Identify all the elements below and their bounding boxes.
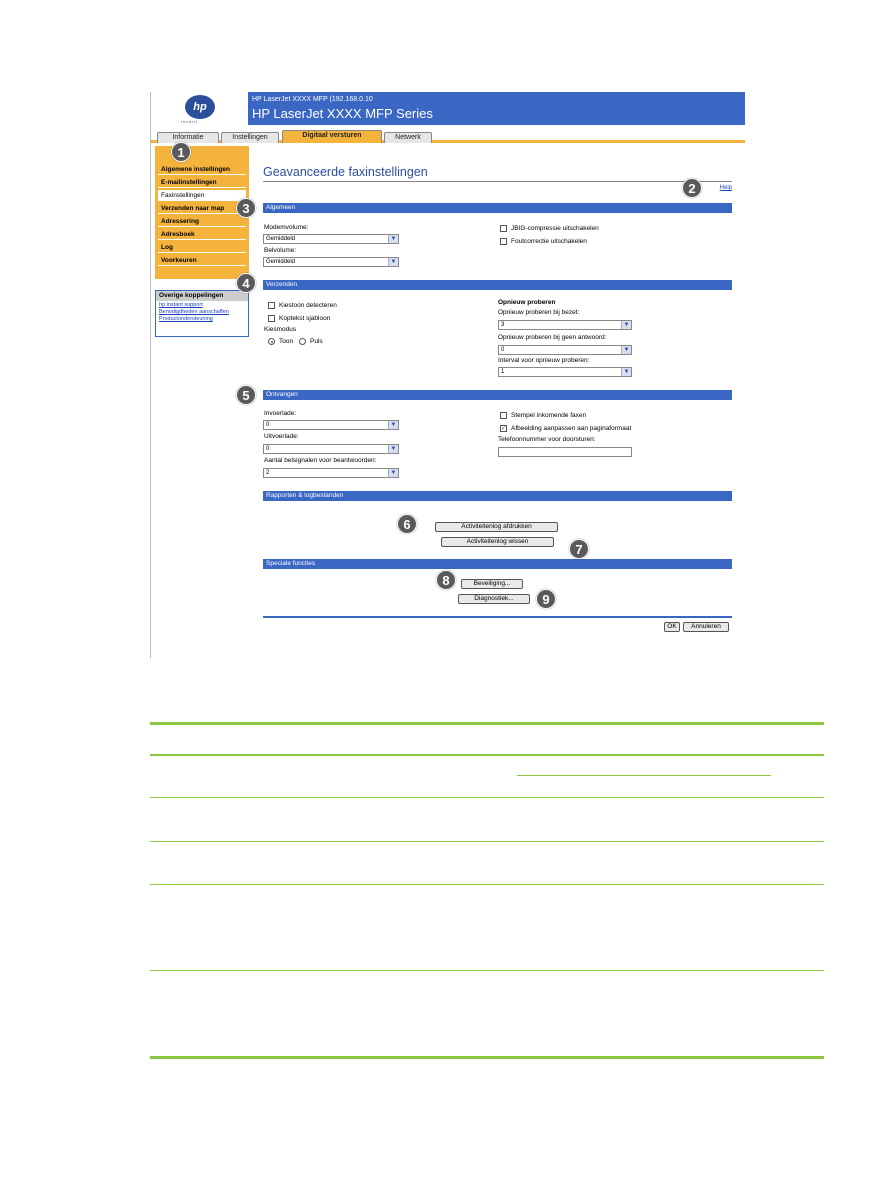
product-title: HP LaserJet XXXX MFP Series bbox=[252, 106, 433, 121]
section-rapporten: Rapporten & logbestanden bbox=[263, 491, 732, 501]
activiteitenlog-afdrukken-button[interactable]: Activiteitenlog afdrukken bbox=[435, 522, 558, 532]
callout-7: 7 bbox=[569, 539, 589, 559]
belsignalen-select[interactable] bbox=[263, 468, 399, 478]
sidebar-item-faxinstellingen[interactable]: Faxinstellingen bbox=[158, 190, 246, 201]
callout-6: 6 bbox=[397, 514, 417, 534]
toon-label: Toon bbox=[279, 338, 294, 345]
toon-radio[interactable] bbox=[268, 338, 275, 345]
tab-digitaal-versturen[interactable]: Digitaal versturen bbox=[282, 130, 382, 143]
table-row-rule bbox=[150, 797, 824, 798]
beveiliging-button[interactable]: Beveiliging... bbox=[461, 579, 523, 589]
kiesmodus-label: Kiesmodus bbox=[264, 326, 297, 333]
header bbox=[151, 92, 745, 125]
bel-volume-value: Gemiddeld bbox=[266, 259, 296, 265]
tab-informatie[interactable]: Informatie bbox=[157, 132, 219, 143]
stempel-checkbox[interactable] bbox=[500, 412, 507, 419]
puls-radio[interactable] bbox=[299, 338, 306, 345]
bel-volume-select[interactable] bbox=[263, 257, 399, 267]
sidebar-item-verzenden-naar-map[interactable]: Verzenden naar map bbox=[158, 203, 246, 214]
afbeelding-checkbox[interactable]: ✓ bbox=[501, 426, 507, 432]
table-header-rule bbox=[150, 754, 824, 756]
opnieuw-title: Opnieuw proberen bbox=[498, 299, 556, 306]
koptekst-checkbox[interactable] bbox=[268, 315, 275, 322]
chevron-down-icon: ▼ bbox=[388, 445, 398, 453]
chevron-down-icon: ▼ bbox=[621, 346, 631, 354]
screenshot-frame bbox=[150, 92, 744, 658]
help-link[interactable]: Help bbox=[719, 185, 732, 191]
callout-9: 9 bbox=[536, 589, 556, 609]
modem-volume-label: Modemvolume: bbox=[264, 224, 309, 231]
interval-select[interactable] bbox=[498, 367, 632, 377]
geen-antwoord-label: Opnieuw proberen bij geen antwoord: bbox=[498, 334, 607, 341]
tab-bar bbox=[151, 130, 745, 143]
callout-5: 5 bbox=[236, 385, 256, 405]
koptekst-label: Koptekst sjabloon bbox=[279, 315, 331, 322]
bezet-label: Opnieuw proberen bij bezet: bbox=[498, 309, 580, 316]
logo-area bbox=[151, 92, 248, 125]
chevron-down-icon: ▼ bbox=[621, 368, 631, 376]
title-divider bbox=[263, 181, 732, 182]
jbig-checkbox[interactable] bbox=[500, 225, 507, 232]
chevron-down-icon: ▼ bbox=[621, 321, 631, 329]
other-links-header: Overige koppelingen bbox=[156, 291, 248, 301]
sidebar-item-algemene-instellingen[interactable]: Algemene instellingen bbox=[158, 164, 246, 175]
annuleren-button[interactable]: Annuleren bbox=[683, 622, 729, 632]
sidebar-item-adressering[interactable]: Adressering bbox=[158, 216, 246, 227]
kiestoon-label: Kiestoon detecteren bbox=[279, 302, 337, 309]
chevron-down-icon: ▼ bbox=[388, 421, 398, 429]
link-productondersteuning[interactable]: Productondersteuning bbox=[159, 316, 213, 322]
callout-4: 4 bbox=[236, 273, 256, 293]
interval-value: 1 bbox=[501, 369, 505, 375]
invoerlade-value: 0 bbox=[266, 422, 270, 428]
geen-antwoord-value: 0 bbox=[501, 347, 505, 353]
callout-3: 3 bbox=[236, 198, 256, 218]
bottom-divider bbox=[263, 616, 732, 618]
page-title: Geavanceerde faxinstellingen bbox=[263, 165, 428, 179]
link-underline bbox=[517, 775, 771, 776]
activiteitenlog-wissen-button[interactable]: Activiteitenlog wissen bbox=[441, 537, 554, 547]
afbeelding-label: Afbeelding aanpassen aan paginaformaat bbox=[511, 425, 632, 432]
other-links-box bbox=[155, 290, 249, 337]
puls-label: Puls bbox=[310, 338, 323, 345]
stempel-label: Stempel inkomende faxen bbox=[511, 412, 587, 419]
table-row-rule bbox=[150, 970, 824, 971]
sidebar-item-voorkeuren[interactable]: Voorkeuren bbox=[158, 255, 246, 266]
foutcorrectie-checkbox[interactable] bbox=[500, 238, 507, 245]
diagnostiek-button[interactable]: Diagnostiek... bbox=[458, 594, 530, 604]
uitvoerlade-select[interactable] bbox=[263, 444, 399, 454]
table-bottom-rule bbox=[150, 1056, 824, 1059]
bezet-value: 3 bbox=[501, 322, 505, 328]
tab-netwerk[interactable]: Netwerk bbox=[384, 132, 432, 143]
chevron-down-icon: ▼ bbox=[388, 235, 398, 243]
telefoon-label: Telefoonnummer voor doorsturen: bbox=[498, 436, 596, 443]
kiestoon-checkbox[interactable] bbox=[268, 302, 275, 309]
foutcorrectie-label: Foutcorrectie uitschakelen bbox=[511, 238, 587, 245]
sidebar-item-e-mailinstellingen[interactable]: E-mailinstellingen bbox=[158, 177, 246, 188]
belsignalen-label: Aantal belsignalen voor beantwoorden: bbox=[264, 457, 377, 464]
table-top-rule bbox=[150, 722, 824, 725]
table-row-rule bbox=[150, 884, 824, 885]
modem-volume-select[interactable] bbox=[263, 234, 399, 244]
geen-antwoord-select[interactable] bbox=[498, 345, 632, 355]
interval-label: Interval voor opnieuw proberen: bbox=[498, 357, 590, 364]
logo-tagline: invent bbox=[181, 119, 198, 124]
callout-8: 8 bbox=[436, 570, 456, 590]
chevron-down-icon: ▼ bbox=[388, 469, 398, 477]
modem-volume-value: Gemiddeld bbox=[266, 236, 296, 242]
uitvoerlade-value: 0 bbox=[266, 446, 270, 452]
table-row-rule bbox=[150, 841, 824, 842]
invoerlade-label: Invoerlade: bbox=[264, 410, 297, 417]
tab-instellingen[interactable]: Instellingen bbox=[221, 132, 279, 143]
uitvoerlade-label: Uitvoerlade: bbox=[264, 433, 299, 440]
hp-logo-icon: hp bbox=[185, 95, 215, 119]
section-speciale-functies: Speciale functies bbox=[263, 559, 732, 569]
chevron-down-icon: ▼ bbox=[388, 258, 398, 266]
callout-2: 2 bbox=[682, 178, 702, 198]
invoerlade-select[interactable] bbox=[263, 420, 399, 430]
section-verzenden: Verzenden bbox=[263, 280, 732, 290]
telefoon-input[interactable] bbox=[498, 447, 632, 457]
link-hp-instant-support[interactable]: hp instant support bbox=[159, 302, 203, 308]
header-bar bbox=[248, 92, 745, 125]
section-ontvangen: Ontvangen bbox=[263, 390, 732, 400]
callout-1: 1 bbox=[171, 142, 191, 162]
link-benodigdheden[interactable]: Benodigdheden aanschaffen bbox=[159, 309, 229, 315]
jbig-label: JBIG-compressie uitschakelen bbox=[511, 225, 599, 232]
device-url: HP LaserJet XXXX MFP (192.168.0.10 bbox=[252, 96, 373, 103]
bel-volume-label: Belvolume: bbox=[264, 247, 297, 254]
ok-button[interactable]: OK bbox=[664, 622, 680, 632]
sidebar bbox=[155, 146, 249, 279]
belsignalen-value: 2 bbox=[266, 470, 270, 476]
sidebar-item-log[interactable]: Log bbox=[158, 242, 246, 253]
sidebar-item-adresboek[interactable]: Adresboek bbox=[158, 229, 246, 240]
section-algemeen: Algemeen bbox=[263, 203, 732, 213]
bezet-select[interactable] bbox=[498, 320, 632, 330]
